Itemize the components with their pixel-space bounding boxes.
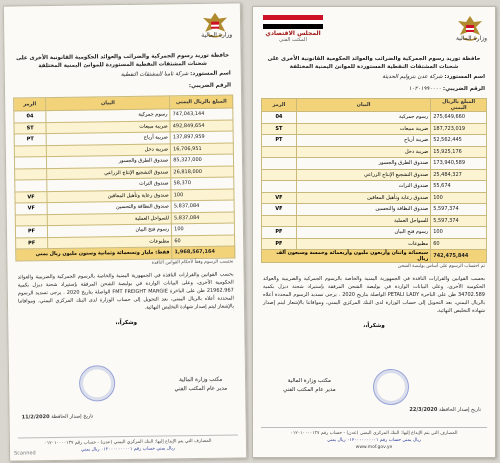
yemen-flag-icon: [263, 15, 323, 29]
footer-line-1: المصارف التي يتم الإيداع إليها: البنك المركزي اليمني (عدن) - حساب رقم ٠١٢٠١٠٠٠٠١٣٧: [44, 438, 212, 447]
council-name: المجلس الاقتصادي: [265, 30, 321, 37]
row-amount: 52,562,445: [431, 135, 487, 147]
fees-table: [261, 98, 487, 263]
table-row: [262, 192, 487, 204]
issue-date: [409, 407, 481, 413]
row-code: [15, 168, 47, 180]
importer-label: اسم المستورد:: [190, 70, 231, 78]
issue-date-value: 11/2/2020: [21, 414, 50, 421]
total-amount: 742,475,844: [431, 250, 487, 263]
row-label: صندوق رعاية وتأهيل المعاقين: [296, 192, 430, 204]
row-code: PF: [16, 237, 48, 249]
row-code: [14, 145, 46, 157]
row-amount: 173,940,589: [431, 158, 487, 170]
row-amount: 137,897,959: [170, 131, 233, 143]
tax-number: ١٠٢٠١٩٩٠٠٠٠: [408, 86, 442, 92]
row-label: صندوق الطرق والجسور: [47, 155, 171, 168]
note: تم احتساب الرسوم على أساس بوليصة الشحن: [397, 264, 485, 269]
table-row: [262, 135, 487, 147]
row-code: [262, 181, 297, 193]
issue-date-label: تاريخ إصدار الحافظة: [438, 407, 481, 413]
col-label: البيان: [296, 99, 430, 112]
fees-table: [13, 94, 235, 261]
footer: [261, 427, 487, 451]
official-stamp: [79, 365, 115, 401]
row-code: [15, 180, 47, 192]
row-label: ضريبة أرباح: [46, 132, 170, 145]
row-amount: 100: [431, 192, 487, 204]
sign-title: مدير عام المكتب الفني: [174, 385, 228, 393]
row-code: PF: [15, 226, 47, 238]
row-label: رسوم جمركية: [296, 112, 430, 124]
row-label: ضريبة دخل: [46, 143, 170, 156]
row-label: مطبوعات: [296, 238, 430, 250]
row-label: رسوم فتح البيان: [48, 224, 172, 237]
footer-line-2: ريال يمني حساب رقم ٠١٢٠٠٠٠٠٠٠٠٠١ ريال يمني: [81, 446, 175, 453]
website-link[interactable]: www.mof.gov.ye: [355, 445, 393, 450]
row-amount: 26,818,000: [171, 165, 234, 177]
row-label: رسوم فتح البيان: [296, 227, 430, 239]
total-words: سبعمائة واثنان وأربعون مليون وأربعمائة وخمسة وسبعون ألف ريال: [262, 250, 431, 263]
total-words: فقط: مليار وتسعمائة وثمانية وستون مليون ريال يمني: [16, 247, 172, 261]
table-row: [262, 146, 487, 158]
tax-label: الرقم الضريبي:: [442, 86, 485, 92]
row-label: صندوق رعاية وتأهيل المعاقين: [47, 189, 171, 202]
col-amount: المبلغ بالريال اليمني: [170, 95, 233, 109]
row-amount: 60: [172, 234, 235, 246]
row-code: VF: [15, 203, 47, 215]
row-amount: 492,849,654: [170, 119, 233, 131]
sign-org: مكتب وزارة المالية: [179, 376, 223, 384]
row-label: صندوق التراث: [47, 178, 171, 191]
ministry-name: وزارة المالية: [455, 35, 487, 42]
row-amount: 55,674: [431, 181, 487, 193]
table-row: [262, 181, 487, 193]
closing: وشكراً،،: [115, 319, 138, 326]
header: [4, 3, 241, 52]
row-amount: 100: [172, 223, 235, 235]
row-amount: 16,706,951: [170, 142, 233, 154]
importer-line: [253, 71, 495, 83]
col-label: البيان: [46, 96, 170, 111]
table-row: [262, 204, 487, 216]
row-amount: 85,327,000: [171, 154, 234, 166]
row-label: صندوق التراث: [296, 181, 430, 193]
document-subject: حافظة توريد رسوم الجمركية والضرائب والعوائد الحكومية القانونية الأخرى على شحنات المشتقات النفطية المستوردة للموانئ اليمنية المختلفة: [267, 56, 481, 70]
row-amount: 187,723,019: [431, 123, 487, 135]
total-amount: 1,968,567,164: [172, 246, 235, 258]
row-amount: 747,043,144: [170, 108, 233, 120]
importer-name: شركة تامبا للمشتقات النفطية: [120, 71, 189, 79]
row-amount: 275,649,660: [431, 112, 487, 124]
row-code: [14, 157, 46, 169]
row-amount: 25,484,327: [431, 169, 487, 181]
row-label: صندوق النظافة والتحسين: [47, 201, 171, 214]
row-code: VF: [15, 191, 47, 203]
row-label: ضريبة مبيعات: [296, 123, 430, 135]
row-label: صندوق التشجيع الإنتاج الزراعي: [296, 169, 430, 181]
row-label: مطبوعات: [48, 235, 172, 248]
row-code: ST: [14, 122, 46, 134]
issue-date-value: 22/3/2020: [409, 407, 438, 413]
row-label: ضريبة مبيعات: [46, 120, 170, 133]
sign-org: مكتب وزارة المالية: [287, 378, 331, 384]
sign-title: مدير عام المكتب الفني: [283, 387, 336, 393]
importer-label: اسم المستورد:: [444, 74, 485, 80]
row-amount: 5,837,084: [171, 211, 234, 223]
row-code: [262, 158, 297, 170]
row-label: صندوق الطرق والجسور: [296, 158, 430, 170]
row-code: [262, 146, 297, 158]
tax-line: [5, 79, 241, 94]
row-code: VF: [262, 204, 297, 216]
issue-date-label: تاريخ إصدار الحافظة: [51, 413, 94, 421]
ministry-name: وزارة المالية: [201, 31, 233, 39]
row-label: ضريبة أرباح: [296, 135, 430, 147]
footer: [18, 434, 238, 454]
row-label: صندوق النظافة والتحسين: [296, 204, 430, 216]
closing: وشكراً،،: [363, 323, 385, 329]
tax-label: الرقم الضريبي:: [188, 82, 232, 90]
col-code: الرمز: [14, 98, 46, 111]
table-row: [262, 158, 487, 170]
row-code: PT: [14, 134, 46, 146]
body-paragraph: بحسب القوانين والقرارات النافذة في الجمهورية اليمنية والخاصة بالرسوم الجمركية والضريبية والعوائد الحكومية الأخرى، وعلى البيانات الواردة في بوليصة الشحن المرفقة بإستيراد شحنة ديزل بكمية 34702.589 طن على الباخرة PETALI LADY الواصلة بتاريخ 2020 . يرجى تسديد الرسوم المحددة أعلاه بالريال اليمني، بعد التحويل إلى حساب الوزارة لدى البنك المركزي اليمني، وموافاتنا بالإشعار ليتم إصدار شهادة التخليص النهائية.: [263, 276, 485, 314]
col-amount: المبلغ بالريال اليمني: [431, 99, 487, 112]
signature-block: [283, 377, 336, 395]
row-amount: 15,925,176: [431, 146, 487, 158]
table-row: [262, 227, 487, 239]
row-amount: 100: [171, 188, 234, 200]
issue-date: [22, 413, 94, 420]
table-row: [262, 123, 487, 135]
signature-block: [174, 376, 227, 395]
body-paragraph: بحسب القوانين والقرارات النافذة في الجمهورية اليمنية والخاصة بالرسوم الجمركية والضريبية والعوائد الحكومية الأخرى، وعلى البيانات الواردة في بوليصة الشحن المرفقة بإستيراد شحنة ديزل بكمية 21962.967 طن على الباخرة FMT FREIGHT MARGIE الواصلة بتاريخ 2020 . يرجى تسديد الرسوم المحددة أعلاه بالريال اليمني، بعد التحويل إلى حساب الوزارة لدى البنك المركزي اليمني، وموافاتنا بالإشعار ليتم إصدار شهادة التخليص النهائية.: [17, 270, 235, 311]
header: [253, 7, 495, 53]
row-label: رسوم جمركية: [46, 109, 170, 122]
row-code: [15, 214, 47, 226]
table-row: [262, 112, 487, 124]
footer-line-2: ريال يمني حساب رقم ٠١٢٠٠٠٠٠٠٠٠٠١ ريال يمني: [327, 438, 421, 443]
table-row: [262, 169, 487, 181]
document-right: [252, 6, 496, 458]
note: تحتسب الرسوم وفقاً لأحكام القوانين النافذة: [151, 258, 234, 266]
total-row: [262, 250, 487, 263]
tax-line: [253, 83, 495, 95]
row-code: PF: [262, 227, 297, 239]
row-code: 04: [14, 111, 46, 123]
row-code: PT: [262, 135, 297, 147]
row-label: للسواحل العملية: [47, 212, 171, 225]
document-subject: حافظة توريد رسوم الجمركية والضرائب والعوائد الحكومية القانونية الأخرى على شحنات المشتقات النفطية المستوردة للموانئ اليمنية المختلفة: [16, 52, 230, 70]
row-amount: 58,370: [171, 177, 234, 189]
table-row: [262, 238, 487, 250]
council-subtitle: المكتب الفني: [279, 37, 307, 43]
row-amount: 60: [431, 238, 487, 250]
row-label: ضريبة دخل: [296, 146, 430, 158]
row-amount: 5,597,374: [431, 215, 487, 227]
document-left: [3, 2, 247, 461]
table-row: [262, 215, 487, 227]
row-code: 04: [262, 112, 297, 124]
importer-name: شركة عدن بتروليم الحديثة: [382, 74, 443, 80]
row-code: ST: [262, 123, 297, 135]
row-amount: 100: [431, 227, 487, 239]
row-label: للسواحل العملية: [296, 215, 430, 227]
row-code: VF: [262, 192, 297, 204]
footer-line-1: المصارف التي يتم الإيداع إليها: البنك المركزي اليمني (عدن) - حساب رقم ٠١٢٠١٠٠٠٠١٣٧: [290, 431, 458, 436]
row-amount: 5,597,374: [431, 204, 487, 216]
row-code: PF: [262, 238, 297, 250]
economic-council-logo: [263, 15, 323, 43]
official-stamp: [373, 369, 409, 405]
row-amount: 5,837,084: [171, 200, 234, 212]
row-code: [262, 169, 297, 181]
scan-watermark: Scanned: [14, 450, 36, 457]
row-label: صندوق التشجيع الإنتاج الزراعي: [47, 166, 171, 179]
row-code: [262, 215, 297, 227]
col-code: الرمز: [262, 99, 297, 112]
